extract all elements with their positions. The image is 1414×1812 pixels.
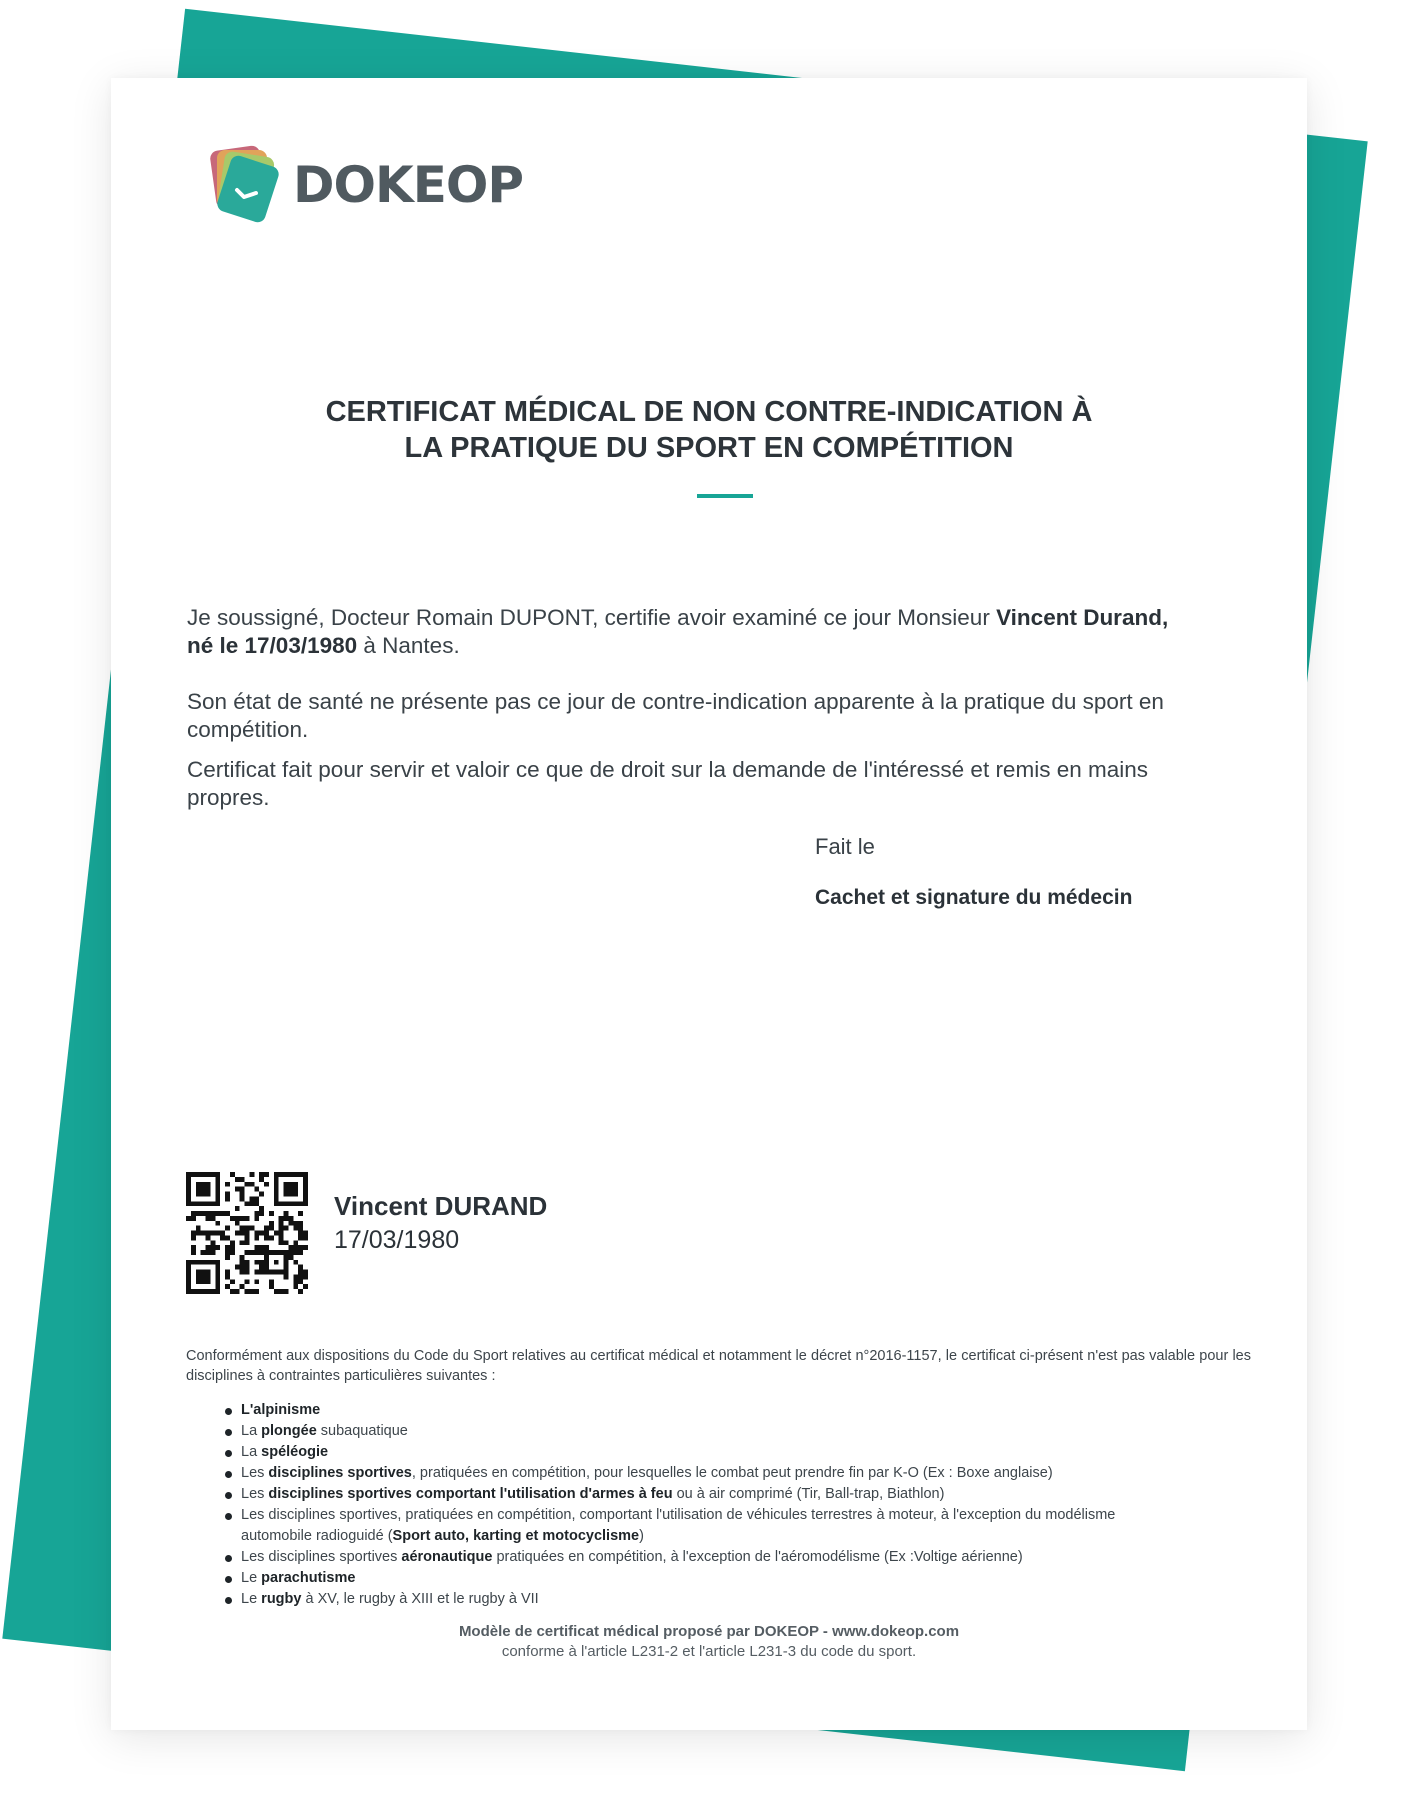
discipline-item [225,1568,1185,1589]
discipline-text: disciplines sportives comportant l'utilisation d'armes à feu [268,1486,673,1502]
discipline-text: aéronautique [401,1549,493,1565]
discipline-text: parachutisme [261,1570,356,1586]
discipline-text: ) [639,1528,644,1544]
discipline-text: plongée [261,1423,317,1439]
discipline-text: , pratiquées en compétition, pour lesquelles le combat peut prendre fin par K-O (Ex : Boxe anglaise) [411,1465,1053,1481]
paragraph-attestation [187,604,1227,660]
footer [191,1622,1227,1662]
discipline-item [225,1484,1185,1505]
title-line-2: LA PRATIQUE DU SPORT EN COMPÉTITION [404,432,1014,464]
patient-birth-inline: né le 17/03/1980 [187,633,358,658]
discipline-text: La [241,1444,262,1460]
discipline-text: La [241,1423,262,1439]
paragraph-certificate: Certificat fait pour servir et valoir ce que de droit sur la demande de l'intéressé et remis en mains propres. [187,757,1148,810]
discipline-item [225,1442,1185,1463]
birth-place-text: à Nantes. [357,633,460,658]
discipline-text: Les [241,1465,269,1481]
footer-line-1: Modèle de certificat médical proposé par DOKEOP - www.dokeop.com [458,1623,960,1640]
discipline-text: disciplines sportives [268,1465,412,1481]
discipline-text: Les disciplines sportives [241,1549,402,1565]
discipline-text: Le [241,1570,262,1586]
discipline-item [225,1463,1185,1484]
discipline-text: à XV, le rugby à XIII et le rugby à VII [301,1591,539,1607]
dokeop-logo [207,144,552,234]
legal-notice: Conformément aux dispositions du Code du Sport relatives au certificat médical et notamment le décret n°2016-1157, le certificat ci-présent n'est pas valable pour les disciplines à contraintes particulières suivantes : [186,1348,1251,1384]
patient-name-inline: Vincent Durand, [996,605,1169,630]
discipline-text: Sport auto, karting et motocyclisme [392,1528,640,1544]
discipline-item [225,1400,1185,1421]
paragraph-health: Son état de santé ne présente pas ce jour de contre-indication apparente à la pratique du sport en compétition. [187,689,1164,742]
discipline-item [225,1589,1185,1610]
attestation-text: Je soussigné, Docteur Romain DUPONT, certifie avoir examiné ce jour Monsieur [187,605,997,630]
discipline-text: Le [241,1591,262,1607]
discipline-item [225,1421,1185,1442]
discipline-text: rugby [261,1591,302,1607]
discipline-text: subaquatique [316,1423,408,1439]
qr-code-icon [186,1172,308,1294]
logo-cards-icon [207,144,287,230]
logo-wordmark: DOKEOP [293,156,524,214]
excluded-disciplines-list [225,1400,1185,1610]
discipline-text: ou à air comprimé (Tir, Ball-trap, Biathlon) [672,1486,945,1502]
certificate-page [111,78,1307,1730]
certificate-title [191,394,1227,466]
signature-label: Cachet et signature du médecin [815,886,1133,909]
date-label: Fait le [815,834,875,859]
discipline-item [225,1547,1185,1568]
title-underline [697,494,753,498]
title-line-1: CERTIFICAT MÉDICAL DE NON CONTRE-INDICATION À [325,396,1093,428]
discipline-text: Les [241,1486,269,1502]
discipline-text: spéléogie [261,1444,329,1460]
discipline-text: Les disciplines sportives, pratiquées en compétition, comportant l'utilisation de véhicules terrestres à moteur, à l'exception du modélisme automobile radioguidé ( [241,1507,1116,1544]
patient-name: Vincent DURAND [334,1191,548,1221]
discipline-text: pratiquées en compétition, à l'exception de l'aéromodélisme (Ex :Voltige aérienne) [492,1549,1023,1565]
discipline-text: L'alpinisme [241,1402,321,1418]
patient-birthdate: 17/03/1980 [334,1226,460,1254]
discipline-item [225,1505,1185,1547]
footer-line-2: conforme à l'article L231-2 et l'article L231-3 du code du sport. [501,1643,917,1660]
